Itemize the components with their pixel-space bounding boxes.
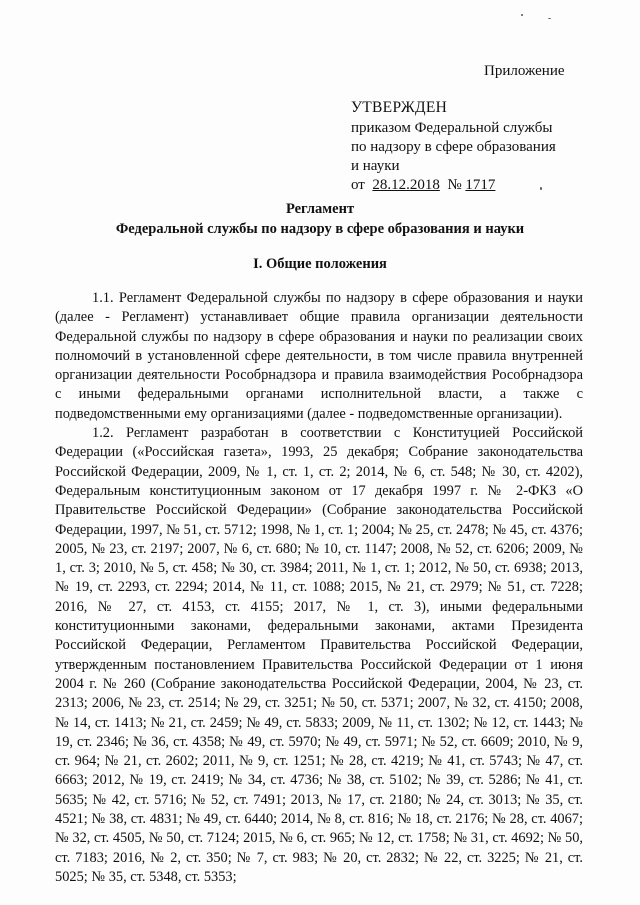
order-prefix: от xyxy=(351,177,365,193)
paragraph-1-2: 1.2. Регламент разработан в соответствии с Конституцией Российской Федерации («Российская газета», 1993, 25 декабря; Собрание законодательства Российской Федерации, 2009, № 1, ст. 1, ст. 2; 2014, № 6, ст. 548; № 30, ст. 4202), Федеральным конституционным законом от 17 декабря 1997 г. № 2-ФКЗ «О Правительстве Российской Федерации» (Собрание законодательства Российской Федерации, 1997, № 51, ст. 5712; 1998, № 1, ст. 1; 2004; № 25, ст. 2478; № 45, ст. 4376; 2005, № 23, ст. 2197; 2007, № 6, ст. 680; № 10, ст. 1147; 2008, № 52, ст. 6206; 2009, № 1, ст. 3; 2010, № 5, ст. 458; № 30, ст. 3984; 2011, № 1, ст. 1; 2012, № 50, ст. 6938; 2013, № 19, ст. 2293, ст. 2294; 2014, № 11, ст. 1088; 2015, № 21, ст. 2979; № 51, ст. 7228; 2016, № 27, ст. 4153, ст. 4155; 2017, № 1, ст. 3), иными федеральными конституционными законами, федеральными законами, актами Президента Российской Федерации, Регламентом Правительства Российской Федерации, утвержденным постановлением Правительства Российской Федерации от 1 июня 2004 г. № 260 (Собрание законодательства Российской Федерации, 2004, № 23, ст. 2313; 2006, № 23, ст. 2514; № 29, ст. 3251; № 50, ст. 5371; 2007, № 32, ст. 4150; 2008, № 14, ст. 1413; № 21, ст. 2459; № 49, ст. 5833; 2009, № 11, ст. 1302; № 12, ст. 1443; № 19, ст. 2346; № 36, ст. 4358; № 49, ст. 5970; № 49, ст. 5971; № 52, ст. 6609; 2010, № 9, ст. 964; № 21, ст. 2602; 2011, № 9, ст. 1251; № 28, ст. 4219; № 41, ст. 5743; № 47, ст. 6663; 2012, № 19, ст. 2419; № 34, ст. 4736; № 38, ст. 5102; № 39, ст. 5286; № 41, ст. 5635; № 42, ст. 5716; № 52, ст. 7491; 2013, № 17, ст. 2180; № 24, ст. 3013; № 35, ст. 4521; № 38, ст. 4831; № 49, ст. 6440; 2014, № 8, ст. 816; № 18, ст. 2176; № 28, ст. 4067; № 32, ст. 4505, № 50, ст. 7124; 2015, № 6, ст. 965; № 12, ст. 1758; № 31, ст. 4692; № 50, ст. 7183; 2016, № 2, ст. 350; № 7, ст. 983; № 20, ст. 2832; № 22, ст. 3225; № 21, ст. 5025; № 35, ст. 5348, ст. 5353; xyxy=(55,425,583,885)
paragraph-1-1: 1.1. Регламент Федеральной службы по надзору в сфере образования и науки (далее - Регламент) устанавливает общие правила организации деятельности Федеральной службы по надзору в сфере образования и науки по реализации своих полномочий в установленной сфере деятельности, в том числе правила внутренней организации деятельности Рособрнадзора и правила взаимодействия Рособрнадзора с иными федеральными органами исполнительной власти, а также с подведомственными ему организациями (далее - подведомственные организации). xyxy=(55,290,583,422)
section-heading: I. Общие положения xyxy=(253,256,387,272)
document-subtitle: Федеральной службы по надзору в сфере образования и науки xyxy=(115,221,525,237)
document-body xyxy=(55,289,583,887)
approved-stamp-text: УТВЕРЖДЕН xyxy=(351,99,448,116)
approval-line: приказом Федеральной службы xyxy=(351,120,553,136)
order-number-sign: № xyxy=(447,177,462,193)
approval-line: и науки xyxy=(351,158,400,174)
approval-block xyxy=(351,98,601,195)
order-line xyxy=(351,176,601,195)
order-number: 1717 xyxy=(465,177,496,193)
appendix-label: Приложение xyxy=(484,63,565,79)
approval-line: по надзору в сфере образования xyxy=(351,139,556,155)
order-date: 28.12.2018 xyxy=(372,177,440,193)
document-title: Регламент xyxy=(285,201,355,217)
scan-speck xyxy=(521,14,523,16)
scan-speck xyxy=(548,18,551,19)
